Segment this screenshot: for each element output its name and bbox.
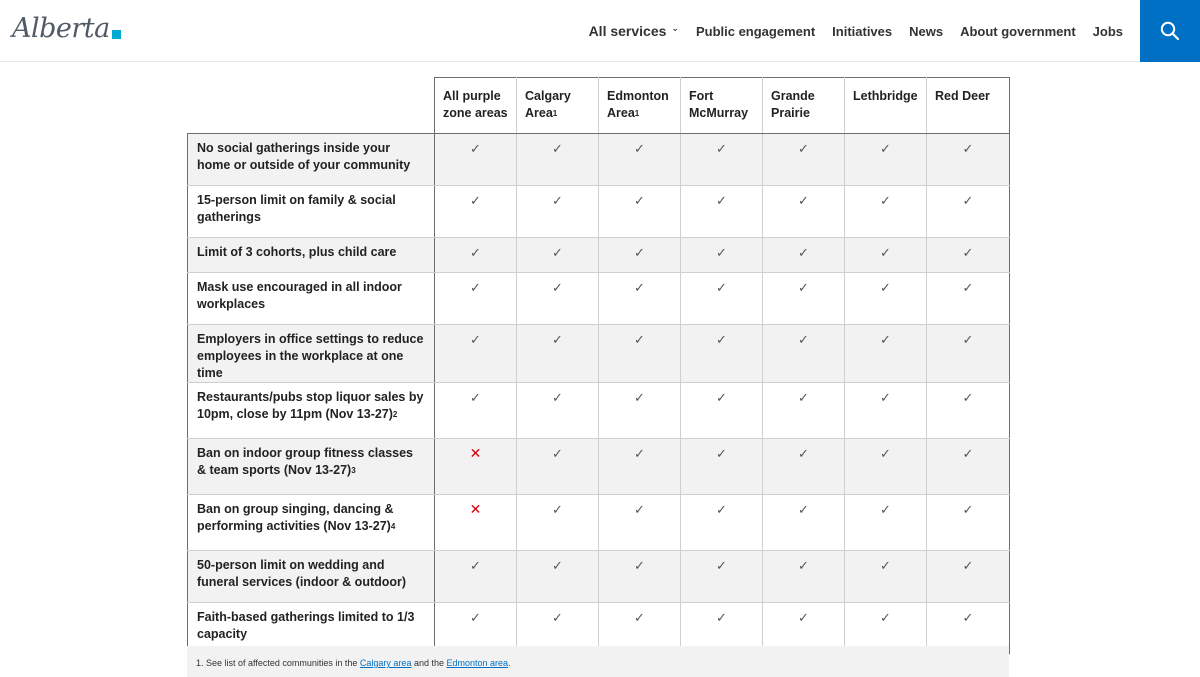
footnote-middle: and the	[411, 658, 447, 668]
check-icon: ✓	[681, 273, 763, 325]
check-icon: ✓	[681, 603, 763, 655]
logo-square	[112, 30, 121, 39]
table-row	[188, 439, 1010, 495]
check-icon: ✓	[681, 325, 763, 383]
check-icon: ✓	[763, 603, 845, 655]
nav-public-engagement[interactable]: Public engagement	[695, 23, 816, 39]
check-icon: ✓	[435, 134, 517, 186]
column-header	[927, 78, 1010, 134]
calgary-area-link[interactable]: Calgary area	[359, 658, 412, 668]
nav-jobs[interactable]: Jobs	[1092, 23, 1123, 39]
site-header	[0, 0, 1200, 62]
row-label-text: Ban on group singing, dancing & performing activities (Nov 13-27)	[197, 502, 394, 533]
search-icon	[1160, 21, 1180, 41]
check-icon: ✓	[517, 186, 599, 238]
check-icon: ✓	[517, 439, 599, 495]
check-icon: ✓	[845, 238, 927, 273]
column-header	[599, 78, 681, 134]
check-icon: ✓	[599, 383, 681, 439]
check-icon: ✓	[927, 186, 1010, 238]
row-label-text: 15-person limit on family & social gatherings	[197, 193, 396, 224]
check-icon: ✓	[435, 325, 517, 383]
check-icon: ✓	[435, 186, 517, 238]
check-icon: ✓	[927, 439, 1010, 495]
check-icon: ✓	[517, 134, 599, 186]
alberta-logo[interactable]	[12, 12, 121, 46]
search-button[interactable]	[1140, 0, 1200, 62]
check-icon: ✓	[845, 383, 927, 439]
column-header-label: Red Deer	[935, 89, 990, 103]
check-icon: ✓	[599, 134, 681, 186]
check-icon: ✓	[517, 603, 599, 655]
table-row	[188, 495, 1010, 551]
row-label	[188, 186, 435, 238]
row-label-text: 50-person limit on wedding and funeral services (indoor & outdoor)	[197, 558, 407, 589]
check-icon: ✓	[845, 551, 927, 603]
footnote-marker: 4	[390, 522, 396, 531]
table-row	[188, 186, 1010, 238]
table-row	[188, 134, 1010, 186]
column-header	[681, 78, 763, 134]
check-icon: ✓	[517, 495, 599, 551]
cross-icon: ✕	[435, 495, 517, 551]
check-icon: ✓	[927, 383, 1010, 439]
check-icon: ✓	[845, 273, 927, 325]
chevron-down-icon: ⌄	[671, 22, 679, 33]
row-label-text: Restaurants/pubs stop liquor sales by 10pm, close by 11pm (Nov 13-27)	[197, 390, 424, 421]
column-header	[435, 78, 517, 134]
check-icon: ✓	[681, 238, 763, 273]
check-icon: ✓	[845, 439, 927, 495]
footnote-marker: 2	[392, 410, 398, 419]
check-icon: ✓	[927, 551, 1010, 603]
check-icon: ✓	[763, 495, 845, 551]
check-icon: ✓	[435, 551, 517, 603]
check-icon: ✓	[435, 603, 517, 655]
check-icon: ✓	[599, 551, 681, 603]
check-icon: ✓	[517, 325, 599, 383]
nav-all-services[interactable]	[589, 23, 679, 39]
row-label-text: Employers in office settings to reduce employees in the workplace at one time	[197, 332, 424, 380]
table-row	[188, 383, 1010, 439]
check-icon: ✓	[681, 383, 763, 439]
check-icon: ✓	[763, 551, 845, 603]
table-row	[188, 238, 1010, 273]
row-label	[188, 551, 435, 603]
column-header	[763, 78, 845, 134]
column-header-label: Fort McMurray	[689, 89, 749, 120]
column-header-label: Grande Prairie	[771, 89, 815, 120]
check-icon: ✓	[517, 551, 599, 603]
table-footnote	[187, 646, 1009, 677]
check-icon: ✓	[927, 495, 1010, 551]
nav-initiatives[interactable]: Initiatives	[832, 23, 893, 39]
check-icon: ✓	[927, 325, 1010, 383]
check-icon: ✓	[599, 603, 681, 655]
footnote-prefix: 1. See list of affected communities in the	[196, 658, 360, 668]
footnote-marker: 1	[634, 109, 640, 118]
footnote-suffix: .	[508, 658, 511, 668]
row-label-text: Ban on indoor group fitness classes & team sports (Nov 13-27)	[197, 446, 414, 477]
row-label	[188, 439, 435, 495]
check-icon: ✓	[927, 238, 1010, 273]
check-icon: ✓	[517, 238, 599, 273]
check-icon: ✓	[845, 325, 927, 383]
column-header-label: Lethbridge	[853, 89, 918, 103]
check-icon: ✓	[599, 273, 681, 325]
row-label	[188, 495, 435, 551]
row-label	[188, 238, 435, 273]
row-label-text: No social gatherings inside your home or outside of your community	[197, 141, 411, 172]
check-icon: ✓	[681, 186, 763, 238]
measures-table	[187, 77, 1010, 655]
check-icon: ✓	[681, 134, 763, 186]
check-icon: ✓	[845, 186, 927, 238]
check-icon: ✓	[517, 273, 599, 325]
check-icon: ✓	[763, 186, 845, 238]
row-label	[188, 134, 435, 186]
check-icon: ✓	[681, 495, 763, 551]
nav-all-services-label: All services	[588, 23, 667, 39]
footnote-marker: 3	[351, 466, 356, 475]
check-icon: ✓	[927, 134, 1010, 186]
main-nav	[572, 0, 1123, 62]
row-label-text: Faith-based gatherings limited to 1/3 capacity	[197, 610, 415, 641]
row-label	[188, 383, 435, 439]
row-label-text: Mask use encouraged in all indoor workplaces	[197, 280, 402, 311]
check-icon: ✓	[927, 603, 1010, 655]
check-icon: ✓	[927, 273, 1010, 325]
logo-text: Alberta	[12, 13, 110, 44]
check-icon: ✓	[763, 383, 845, 439]
column-header-label: All purple zone areas	[443, 89, 508, 120]
check-icon: ✓	[435, 273, 517, 325]
column-header-label: Edmonton Area	[607, 89, 669, 120]
check-icon: ✓	[681, 439, 763, 495]
cross-icon: ✕	[435, 439, 517, 495]
check-icon: ✓	[599, 238, 681, 273]
table-row	[188, 325, 1010, 383]
table-row	[188, 551, 1010, 603]
check-icon: ✓	[763, 273, 845, 325]
table-row	[188, 273, 1010, 325]
check-icon: ✓	[435, 383, 517, 439]
table-body	[188, 134, 1010, 655]
check-icon: ✓	[517, 383, 599, 439]
table-header-row	[188, 78, 1010, 134]
check-icon: ✓	[599, 325, 681, 383]
check-icon: ✓	[435, 238, 517, 273]
check-icon: ✓	[763, 439, 845, 495]
table-corner-cell	[188, 78, 435, 134]
check-icon: ✓	[845, 134, 927, 186]
check-icon: ✓	[681, 551, 763, 603]
column-header	[845, 78, 927, 134]
check-icon: ✓	[763, 238, 845, 273]
check-icon: ✓	[763, 134, 845, 186]
edmonton-area-link[interactable]: Edmonton area	[446, 658, 509, 668]
check-icon: ✓	[599, 495, 681, 551]
check-icon: ✓	[599, 439, 681, 495]
check-icon: ✓	[845, 603, 927, 655]
check-icon: ✓	[599, 186, 681, 238]
check-icon: ✓	[763, 325, 845, 383]
nav-about-government[interactable]: About government	[960, 23, 1076, 39]
row-label	[188, 325, 435, 383]
check-icon: ✓	[845, 495, 927, 551]
row-label-text: Limit of 3 cohorts, plus child care	[197, 245, 397, 259]
nav-news[interactable]: News	[909, 23, 944, 39]
column-header-label: Calgary Area	[525, 89, 571, 120]
row-label	[188, 273, 435, 325]
footnote-marker: 1	[552, 109, 558, 118]
column-header	[517, 78, 599, 134]
